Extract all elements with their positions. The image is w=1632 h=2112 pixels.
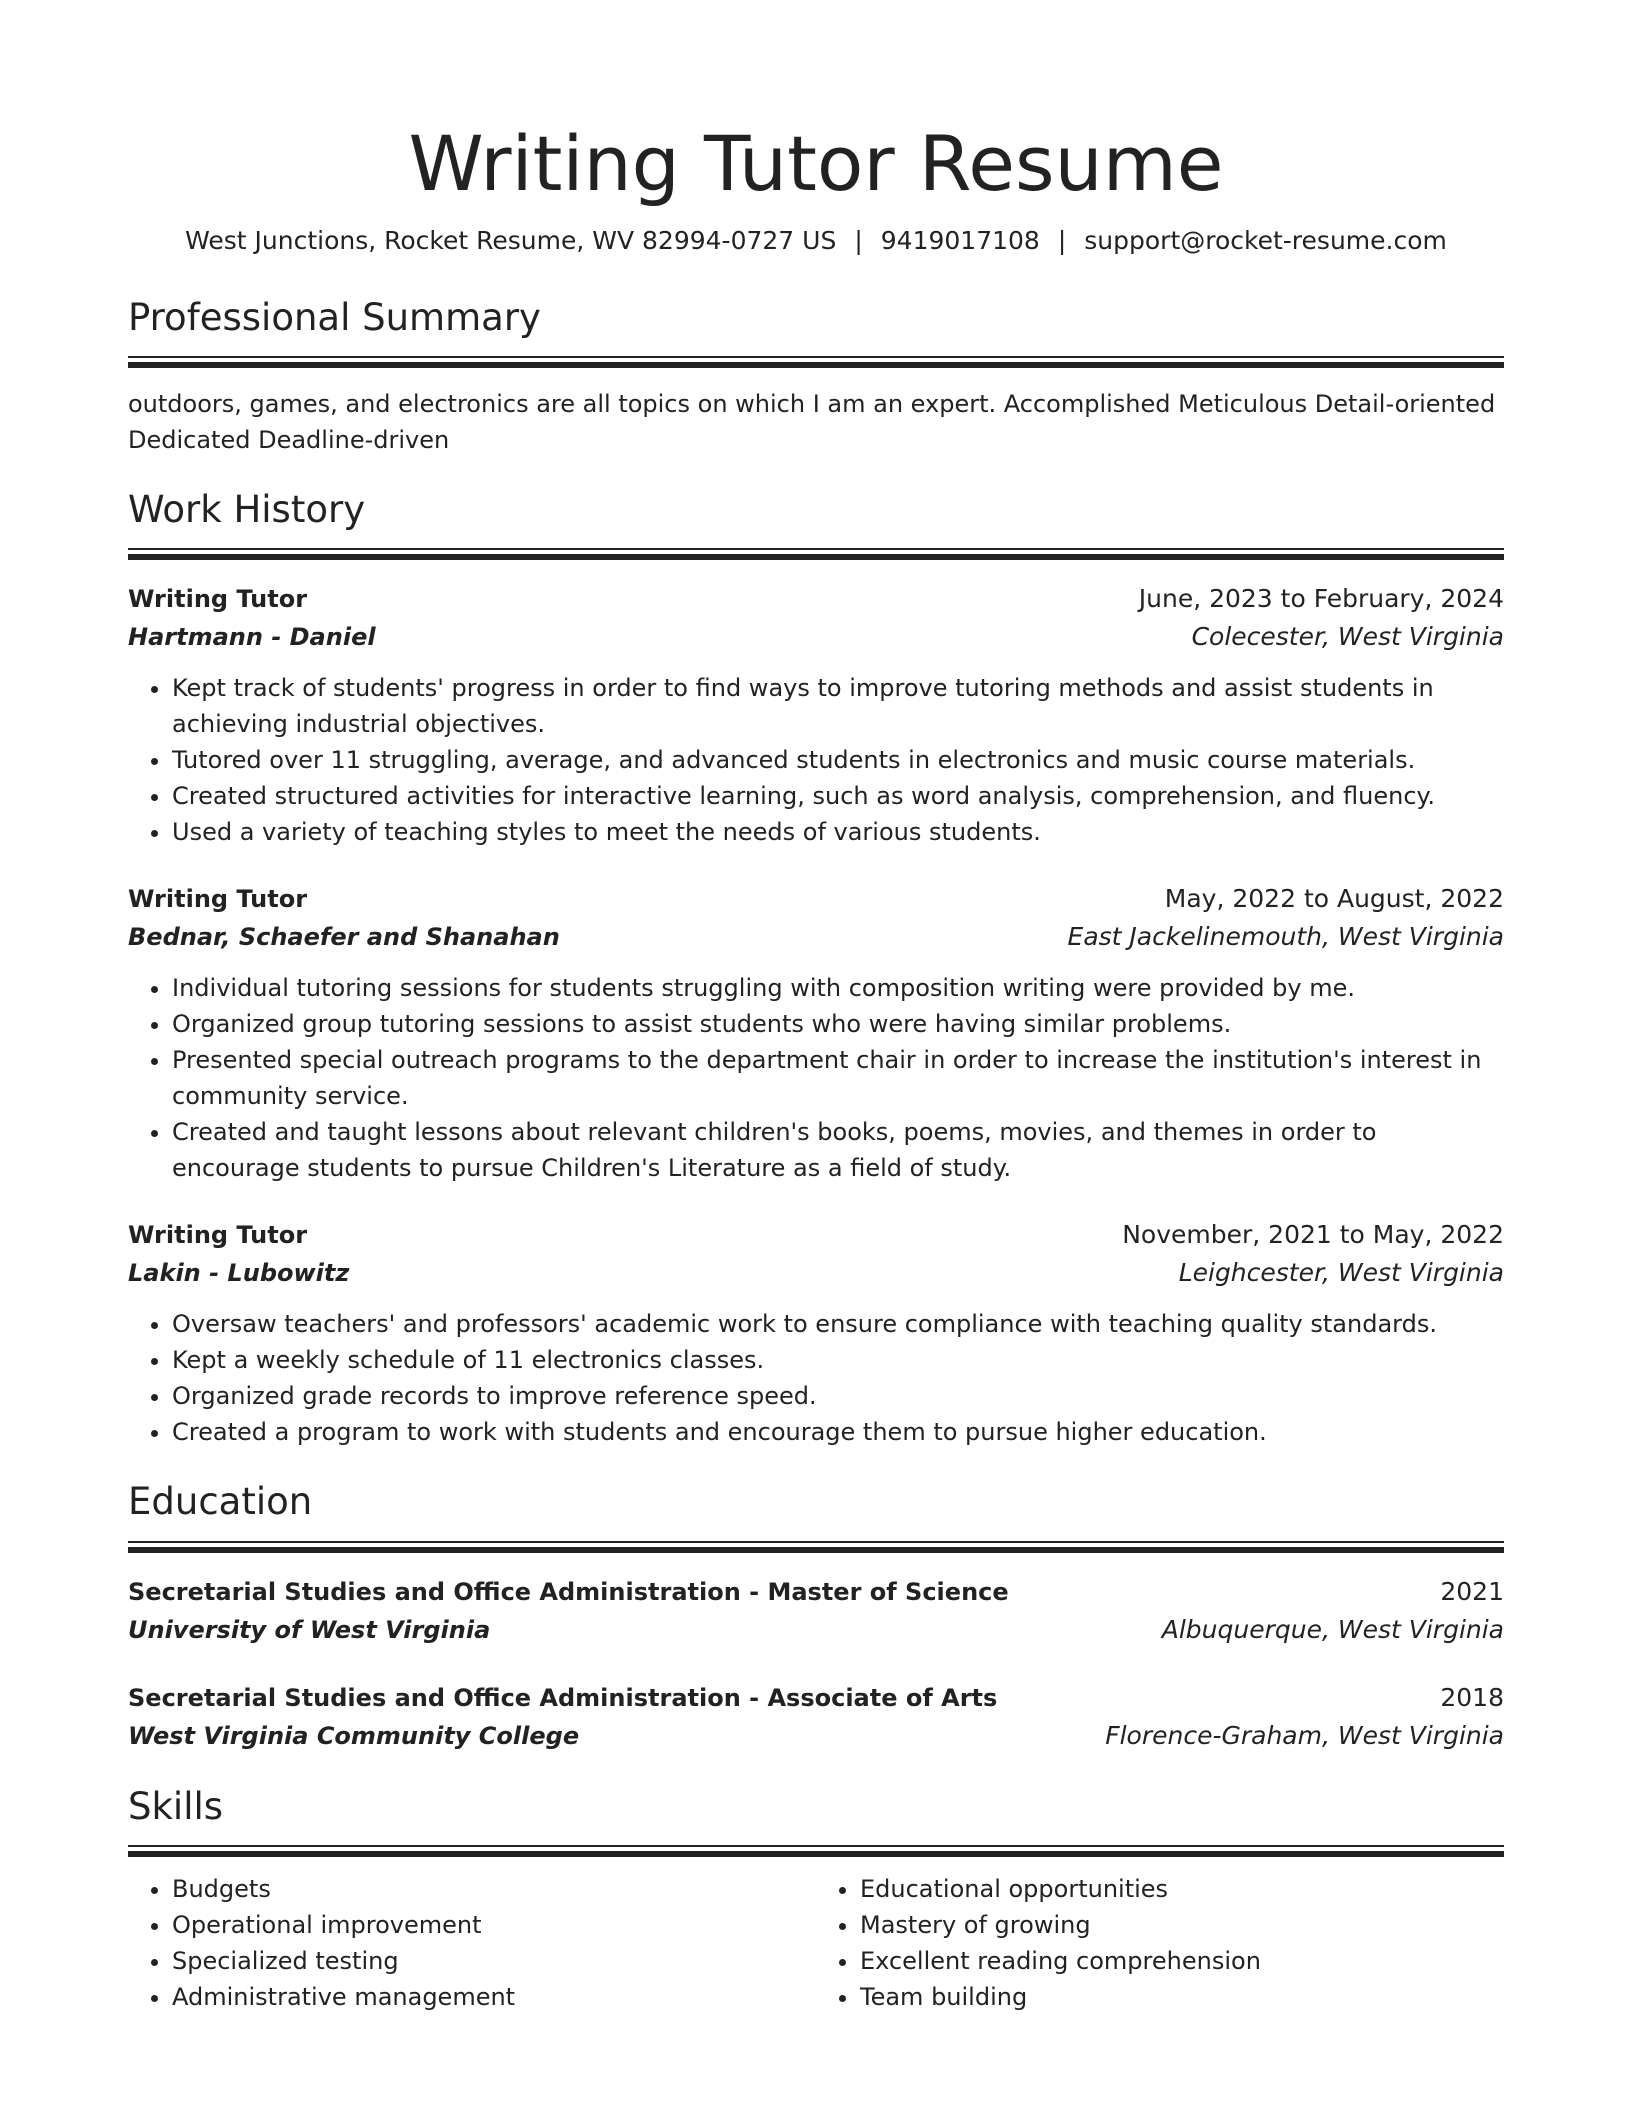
skills-section [128, 1785, 1504, 2015]
contact-line [128, 225, 1504, 258]
list-item: • Created structured activities for interactive learning, such as word analysis, comprehension, and fluency. [172, 778, 1504, 814]
skill-item: • Budgets [172, 1871, 816, 1907]
job-entry [128, 880, 1504, 1186]
list-item: • Individual tutoring sessions for students struggling with composition writing were provided by me. [172, 970, 1504, 1006]
job-header-row [128, 880, 1504, 918]
education-school: University of West Virginia [128, 1615, 491, 1644]
job-entry [128, 580, 1504, 850]
education-location: Albuquerque, West Virginia [1161, 1614, 1504, 1644]
section-title-education: Education [128, 1480, 313, 1524]
skill-item: • Educational opportunities [860, 1871, 1504, 1907]
section-title-work-history: Work History [128, 488, 366, 532]
education-school: West Virginia Community College [128, 1721, 580, 1750]
job-entry [128, 1216, 1504, 1450]
education-header-row [128, 1573, 1504, 1611]
skills-columns [128, 1871, 1504, 2015]
job-company: Bednar, Schaefer and Shanahan [128, 923, 560, 952]
contact-separator: | [854, 226, 863, 256]
section-rule [128, 356, 1504, 368]
contact-email: support@rocket-resume.com [1084, 226, 1447, 256]
skill-item: • Mastery of growing [860, 1907, 1504, 1943]
job-company-row [128, 918, 1504, 956]
education-header-row [128, 1679, 1504, 1717]
skill-item: • Operational improvement [172, 1907, 816, 1943]
job-dates: May, 2022 to August, 2022 [1164, 884, 1504, 914]
education-entry [128, 1573, 1504, 1649]
job-role: Writing Tutor [128, 1221, 308, 1250]
job-location: Colecester, West Virginia [1191, 622, 1504, 652]
job-location: East Jackelinemouth, West Virginia [1067, 922, 1504, 952]
summary-section [128, 296, 1504, 458]
contact-address: West Junctions, Rocket Resume, WV 82994-0727 US [185, 226, 837, 256]
list-item: • Kept a weekly schedule of 11 electronics classes. [172, 1342, 1504, 1378]
skill-item: • Specialized testing [172, 1943, 816, 1979]
education-year: 2021 [1440, 1576, 1504, 1606]
section-title-skills: Skills [128, 1784, 224, 1828]
job-company: Hartmann - Daniel [128, 623, 376, 652]
section-rule [128, 1845, 1504, 1857]
job-dates: June, 2023 to February, 2024 [1138, 584, 1504, 614]
list-item: • Organized grade records to improve reference speed. [172, 1378, 1504, 1414]
job-company-row [128, 1254, 1504, 1292]
job-bullets [128, 1306, 1504, 1450]
list-item: • Created a program to work with students and encourage them to pursue higher education. [172, 1414, 1504, 1450]
list-item: • Organized group tutoring sessions to assist students who were having similar problems. [172, 1006, 1504, 1042]
job-bullets [128, 970, 1504, 1186]
education-school-row [128, 1611, 1504, 1649]
section-rule [128, 1541, 1504, 1553]
skill-item: • Team building [860, 1979, 1504, 2015]
contact-separator: | [1057, 226, 1067, 256]
job-dates: November, 2021 to May, 2022 [1122, 1220, 1504, 1250]
list-item: • Tutored over 11 struggling, average, and advanced students in electronics and music course materials. [172, 742, 1504, 778]
skills-right-column [816, 1871, 1504, 2015]
education-year: 2018 [1440, 1682, 1504, 1712]
job-company: Lakin - Lubowitz [128, 1259, 350, 1288]
skill-item: • Excellent reading comprehension [860, 1943, 1504, 1979]
job-role: Writing Tutor [128, 885, 308, 914]
education-section [128, 1480, 1504, 1754]
job-role: Writing Tutor [128, 585, 308, 614]
work-history-section [128, 488, 1504, 1450]
list-item: • Presented special outreach programs to the department chair in order to increase the institution's interest in community service. [172, 1042, 1504, 1114]
list-item: • Created and taught lessons about relevant children's books, poems, movies, and themes in order to encourage students to pursue Children's Literature as a field of study. [172, 1114, 1504, 1186]
resume-title: Writing Tutor Resume [408, 119, 1224, 208]
job-header-row [128, 580, 1504, 618]
list-item: • Oversaw teachers' and professors' academic work to ensure compliance with teaching quality standards. [172, 1306, 1504, 1342]
job-header-row [128, 1216, 1504, 1254]
education-school-row [128, 1717, 1504, 1755]
job-location: Leighcester, West Virginia [1178, 1258, 1504, 1288]
job-company-row [128, 618, 1504, 656]
skills-left-column [128, 1871, 816, 2015]
section-title-summary: Professional Summary [128, 295, 541, 339]
contact-phone: 9419017108 [880, 226, 1040, 256]
section-rule [128, 548, 1504, 560]
education-degree: Secretarial Studies and Office Administration - Associate of Arts [128, 1683, 998, 1712]
skill-item: • Administrative management [172, 1979, 816, 2015]
list-item: • Kept track of students' progress in order to find ways to improve tutoring methods and assist students in achieving industrial objectives. [172, 670, 1504, 742]
job-bullets [128, 670, 1504, 850]
summary-text: outdoors, games, and electronics are all topics on which I am an expert. Accomplished Meticulous Detail-oriented Dedicated Deadline-driven [128, 390, 1496, 455]
education-degree: Secretarial Studies and Office Administration - Master of Science [128, 1577, 1009, 1606]
list-item: • Used a variety of teaching styles to meet the needs of various students. [172, 814, 1504, 850]
education-location: Florence-Graham, West Virginia [1105, 1720, 1504, 1750]
education-entry [128, 1679, 1504, 1755]
